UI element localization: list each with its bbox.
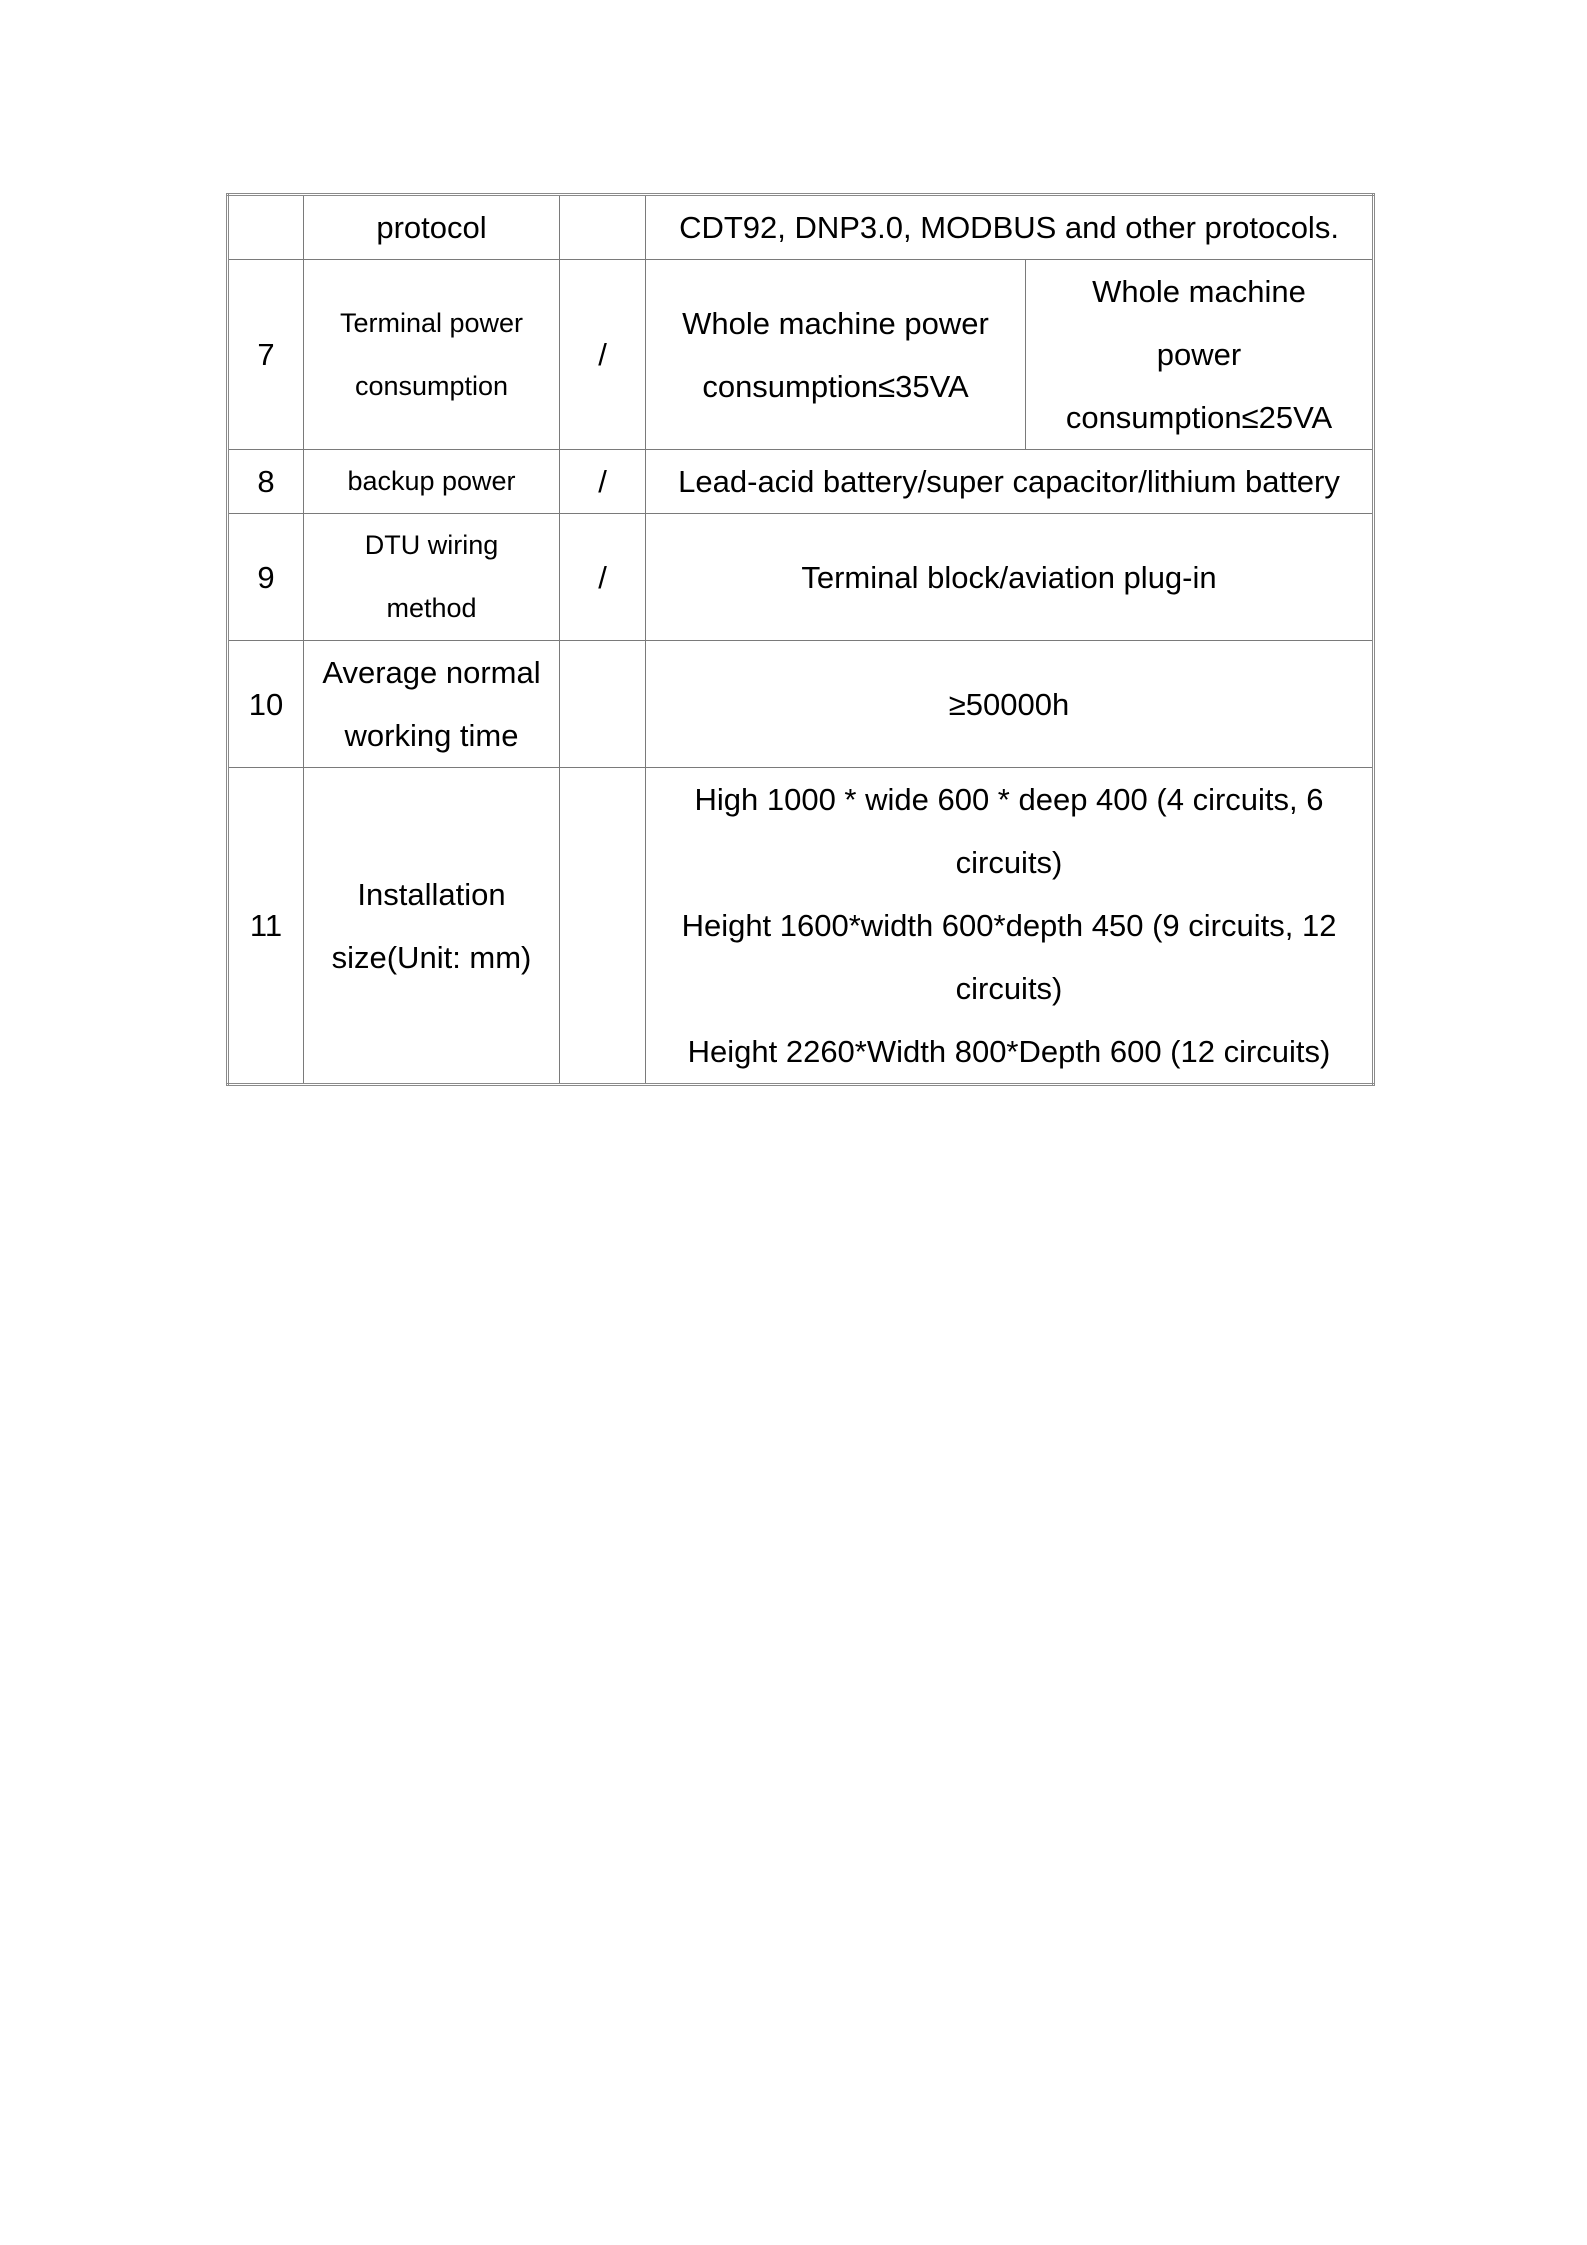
item-name: DTU wiring method	[304, 514, 560, 641]
row-number: 7	[228, 260, 304, 450]
unit-cell	[560, 768, 646, 1085]
size-line-1: High 1000 * wide 600 * deep 400 (4 circuits, 6 circuits)	[694, 782, 1324, 880]
size-line-2: Height 1600*width 600*depth 450 (9 circuits, 12 circuits)	[681, 908, 1337, 1006]
unit-cell: /	[560, 450, 646, 514]
item-name: backup power	[304, 450, 560, 514]
value-cell-a: Whole machine power consumption≤35VA	[646, 260, 1026, 450]
row-number	[228, 195, 304, 260]
table-row	[228, 260, 1374, 450]
item-name: Installation size(Unit: mm)	[304, 768, 560, 1085]
value-cell: CDT92, DNP3.0, MODBUS and other protocols.	[646, 195, 1374, 260]
size-line-3: Height 2260*Width 800*Depth 600 (12 circuits)	[687, 1034, 1331, 1069]
unit-cell	[560, 195, 646, 260]
table-row	[228, 195, 1374, 260]
table-row	[228, 768, 1374, 1085]
item-name: protocol	[304, 195, 560, 260]
row-number: 8	[228, 450, 304, 514]
unit-cell	[560, 641, 646, 768]
row-number: 11	[228, 768, 304, 1085]
item-name: Terminal power consumption	[304, 260, 560, 450]
item-name: Average normal working time	[304, 641, 560, 768]
table-row	[228, 641, 1374, 768]
value-cell: Terminal block/aviation plug-in	[646, 514, 1374, 641]
table-row	[228, 514, 1374, 641]
unit-cell: /	[560, 260, 646, 450]
row-number: 9	[228, 514, 304, 641]
value-cell	[646, 768, 1374, 1085]
unit-cell: /	[560, 514, 646, 641]
value-cell: ≥50000h	[646, 641, 1374, 768]
spec-table	[226, 193, 1375, 1086]
value-cell-b: Whole machine power consumption≤25VA	[1026, 260, 1374, 450]
value-cell: Lead-acid battery/super capacitor/lithium battery	[646, 450, 1374, 514]
table-row	[228, 450, 1374, 514]
row-number: 10	[228, 641, 304, 768]
